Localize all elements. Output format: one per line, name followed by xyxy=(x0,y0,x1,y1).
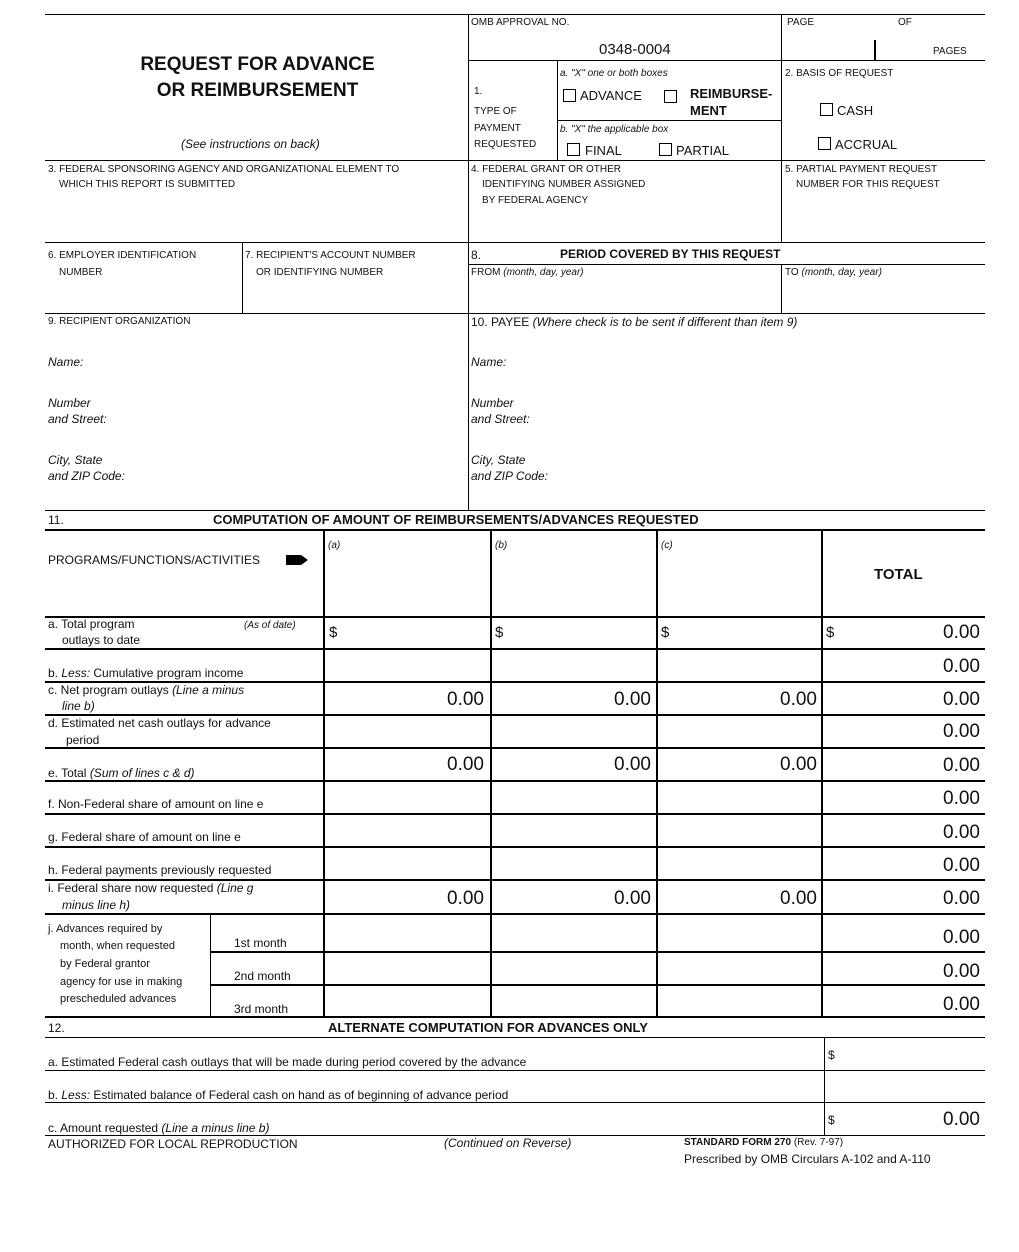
arrow-right-icon xyxy=(286,553,310,567)
from-label: FROM (month, day, year) xyxy=(471,267,584,278)
pages-label: PAGES xyxy=(933,46,967,57)
item1-label2: PAYMENT xyxy=(474,123,521,134)
month-3-label: 3rd month xyxy=(234,1002,289,1016)
row-g-label: g. Federal share of amount on line e xyxy=(48,830,241,844)
row-c-value-a: 0.00 xyxy=(447,689,484,710)
month-2-label: 2nd month xyxy=(234,969,291,983)
item10-city-label: City, State xyxy=(471,453,526,467)
page-label: PAGE xyxy=(787,17,815,28)
row-i-label: i. Federal share now requested (Line g xyxy=(48,881,254,895)
column-c-header: (c) xyxy=(661,540,673,551)
month-1-label: 1st month xyxy=(234,936,287,950)
partial-label: PARTIAL xyxy=(676,143,729,158)
form-title: REQUEST FOR ADVANCE xyxy=(140,54,375,75)
item9-city-label-line2: and ZIP Code: xyxy=(48,469,125,483)
reimbursement-checkbox[interactable] xyxy=(664,90,677,103)
continued-note: (Continued on Reverse) xyxy=(444,1136,572,1150)
item5-label-line2: NUMBER FOR THIS REQUEST xyxy=(796,179,940,190)
month-1-total: 0.00 xyxy=(943,927,980,948)
row-h-label: h. Federal payments previously requested xyxy=(48,863,272,877)
item3-label-line2: WHICH THIS REPORT IS SUBMITTED xyxy=(59,179,236,190)
partial-checkbox[interactable] xyxy=(659,143,672,156)
final-checkbox[interactable] xyxy=(567,143,580,156)
alt-c-value: 0.00 xyxy=(943,1109,980,1130)
row-h-total: 0.00 xyxy=(943,855,980,876)
row-c-value-b: 0.00 xyxy=(614,689,651,710)
row-i-value-c: 0.00 xyxy=(780,888,817,909)
accrual-label: ACCRUAL xyxy=(835,137,898,152)
row-a-label-line2: outlays to date xyxy=(62,633,141,647)
item10-label: 10. PAYEE (Where check is to be sent if different than item 9) xyxy=(471,315,798,329)
final-label: FINAL xyxy=(585,143,622,158)
basis-label: 2. BASIS OF REQUEST xyxy=(785,68,894,79)
item4-label-line3: BY FEDERAL AGENCY xyxy=(482,195,589,206)
row-d-total: 0.00 xyxy=(943,721,980,742)
advance-checkbox[interactable] xyxy=(563,89,576,102)
advances-label-line3: by Federal grantor xyxy=(60,958,150,970)
cash-label: CASH xyxy=(837,103,874,118)
item1-label3: REQUESTED xyxy=(474,139,537,150)
item12-num: 12. xyxy=(48,1021,65,1035)
item4-label-line2: IDENTIFYING NUMBER ASSIGNED xyxy=(482,179,646,190)
row-a-dollar-c: $ xyxy=(661,624,670,641)
row-i-total: 0.00 xyxy=(943,888,980,909)
row-c-label: c. Net program outlays (Line a minus xyxy=(48,683,245,697)
row-i-label-line2: minus line h) xyxy=(62,898,131,912)
row-b-label: b. Less: Cumulative program income xyxy=(48,666,244,680)
item1-label: TYPE OF xyxy=(474,106,517,117)
row-a-dollar-b: $ xyxy=(495,624,504,641)
item9-name-label: Name: xyxy=(48,355,84,369)
item10-city-label-line2: and ZIP Code: xyxy=(471,469,548,483)
form-name: STANDARD FORM 270 (Rev. 7-97) xyxy=(684,1137,844,1148)
advances-label-line5: prescheduled advances xyxy=(60,993,177,1005)
row-c-label-line2: line b) xyxy=(62,699,95,713)
reimbursement-label-line2: MENT xyxy=(690,103,727,118)
item11-num: 11. xyxy=(48,513,64,527)
row-e-label: e. Total (Sum of lines c & d) xyxy=(48,766,195,780)
advances-label: j. Advances required by xyxy=(48,923,163,935)
row-c-total: 0.00 xyxy=(943,689,980,710)
row-i-value-b: 0.00 xyxy=(614,888,651,909)
row-c-value-c: 0.00 xyxy=(780,689,817,710)
reimbursement-label: REIMBURSE- xyxy=(690,86,773,101)
item9-street-label-line2: and Street: xyxy=(48,412,107,426)
item8-num: 8. xyxy=(471,248,482,262)
column-a-header: (a) xyxy=(328,540,341,551)
item1a-hint: a. "X" one or both boxes xyxy=(560,68,668,79)
alt-b-label: b. Less: Estimated balance of Federal cash on hand as of beginning of advance period xyxy=(48,1088,509,1102)
month-2-total: 0.00 xyxy=(943,961,980,982)
alt-a-dollar: $ xyxy=(828,1048,835,1062)
column-b-header: (b) xyxy=(495,540,508,551)
prescribed-note: Prescribed by OMB Circulars A-102 and A-110 xyxy=(684,1152,931,1166)
item9-city-label: City, State xyxy=(48,453,103,467)
row-d-label: d. Estimated net cash outlays for advance xyxy=(48,716,271,730)
row-a-dollar-total: $ xyxy=(826,624,835,641)
item6-label: 6. EMPLOYER IDENTIFICATION xyxy=(48,250,197,261)
item10-street-label: Number xyxy=(471,396,514,410)
row-a-dollar-a: $ xyxy=(329,624,338,641)
item5-label: 5. PARTIAL PAYMENT REQUEST xyxy=(785,164,938,175)
as-of-date-note: (As of date) xyxy=(244,620,296,631)
alternate-title: ALTERNATE COMPUTATION FOR ADVANCES ONLY xyxy=(328,1020,648,1035)
alt-c-label: c. Amount requested (Line a minus line b) xyxy=(48,1121,270,1135)
programs-label: PROGRAMS/FUNCTIONS/ACTIVITIES xyxy=(48,553,261,567)
row-i-value-a: 0.00 xyxy=(447,888,484,909)
row-f-label: f. Non-Federal share of amount on line e xyxy=(48,797,264,811)
item1b-hint: b. "X" the applicable box xyxy=(560,124,669,135)
alt-a-label: a. Estimated Federal cash outlays that will be made during period covered by the advance xyxy=(48,1055,527,1069)
row-d-label-line2: period xyxy=(66,733,100,747)
month-3-total: 0.00 xyxy=(943,994,980,1015)
advances-label-line2: month, when requested xyxy=(60,940,175,952)
accrual-checkbox[interactable] xyxy=(818,137,831,150)
row-e-value-c: 0.00 xyxy=(780,754,817,775)
advance-label: ADVANCE xyxy=(580,88,642,103)
to-label: TO (month, day, year) xyxy=(785,267,882,278)
row-a-total: 0.00 xyxy=(943,622,980,643)
item6-label-line2: NUMBER xyxy=(59,267,103,278)
item9-label: 9. RECIPIENT ORGANIZATION xyxy=(48,316,191,327)
item4-label: 4. FEDERAL GRANT OR OTHER xyxy=(471,164,622,175)
item7-label: 7. RECIPIENT'S ACCOUNT NUMBER xyxy=(245,250,416,261)
row-e-value-a: 0.00 xyxy=(447,754,484,775)
form-title-line2: OR REIMBURSEMENT xyxy=(156,80,359,101)
total-header: TOTAL xyxy=(874,566,923,583)
alt-c-dollar: $ xyxy=(828,1113,835,1127)
row-b-total: 0.00 xyxy=(943,656,980,677)
row-g-total: 0.00 xyxy=(943,822,980,843)
item9-street-label: Number xyxy=(48,396,91,410)
omb-label: OMB APPROVAL NO. xyxy=(471,17,570,28)
computation-title: COMPUTATION OF AMOUNT OF REIMBURSEMENTS/ADVANCES REQUESTED xyxy=(213,512,699,527)
item1-num: 1. xyxy=(474,86,483,97)
instructions-note: (See instructions on back) xyxy=(181,137,320,151)
cash-checkbox[interactable] xyxy=(820,103,833,116)
item10-name-label: Name: xyxy=(471,355,507,369)
advances-label-line4: agency for use in making xyxy=(60,976,183,988)
row-f-total: 0.00 xyxy=(943,788,980,809)
row-a-label: a. Total program xyxy=(48,617,135,631)
item7-label-line2: OR IDENTIFYING NUMBER xyxy=(256,267,384,278)
row-e-total: 0.00 xyxy=(943,755,980,776)
omb-number: 0348-0004 xyxy=(599,41,671,58)
reproduction-note: AUTHORIZED FOR LOCAL REPRODUCTION xyxy=(48,1137,298,1151)
item3-label: 3. FEDERAL SPONSORING AGENCY AND ORGANIZATIONAL ELEMENT TO xyxy=(48,164,400,175)
item10-street-label-line2: and Street: xyxy=(471,412,530,426)
of-label: OF xyxy=(898,17,912,28)
period-title: PERIOD COVERED BY THIS REQUEST xyxy=(560,247,781,261)
row-e-value-b: 0.00 xyxy=(614,754,651,775)
